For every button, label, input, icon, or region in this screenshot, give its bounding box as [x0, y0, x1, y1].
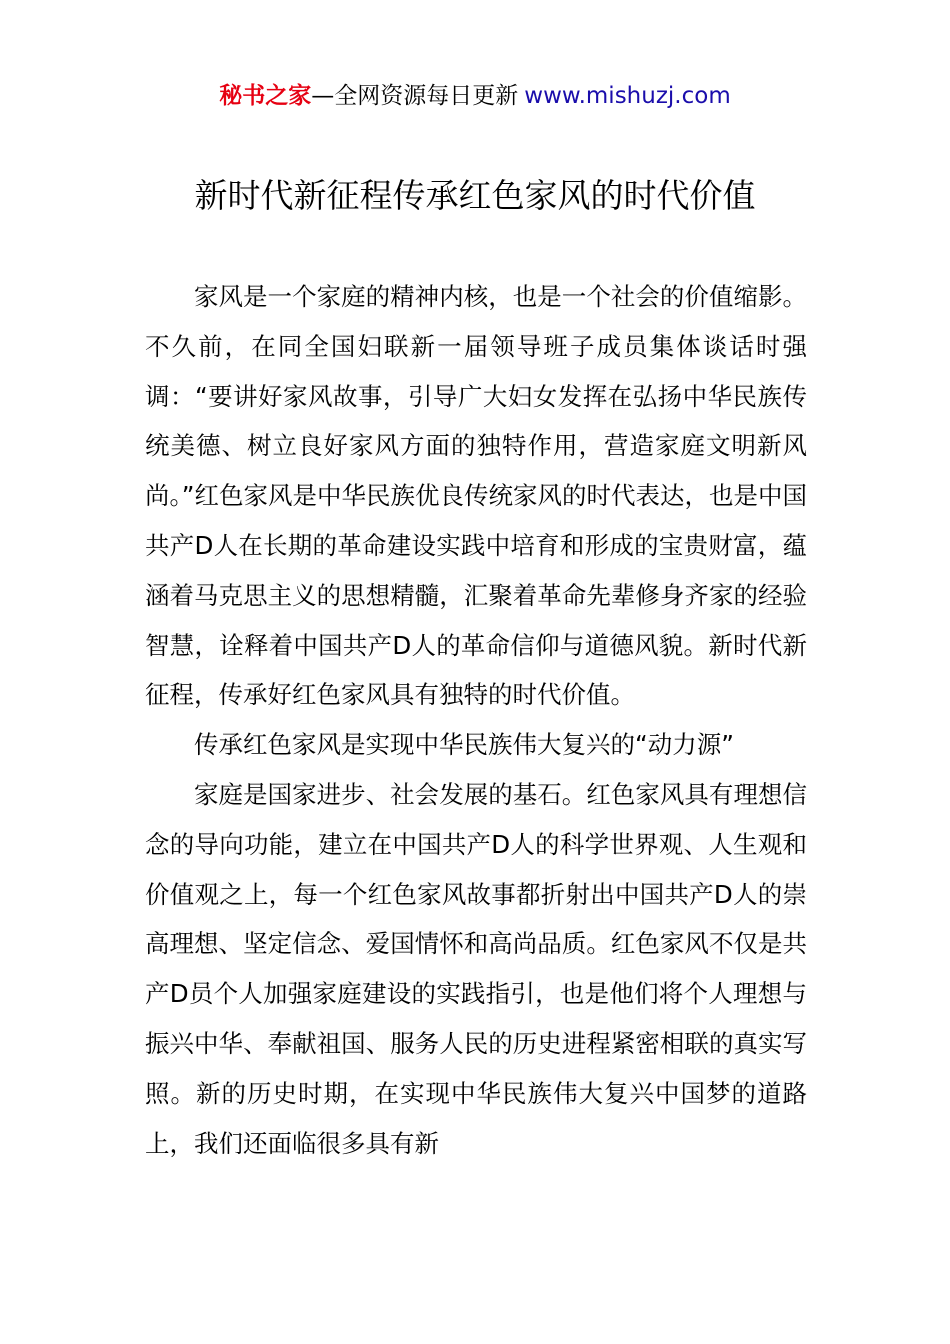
header-tagline: —全网资源每日更新: [311, 83, 519, 109]
document-body: [145, 272, 807, 1168]
document-title: 新时代新征程传承红色家风的时代价值: [194, 176, 756, 215]
brand-name: 秘书之家: [219, 83, 312, 109]
site-header: [0, 78, 950, 114]
paragraph-section-1: 家庭是国家进步、社会发展的基石。红色家风具有理想信念的导向功能，建立在中国共产D人的科学世界观、人生观和价值观之上，每一个红色家风故事都折射出中国共产D人的崇高理想、坚定信念、爱国情怀和高尚品质。红色家风不仅是共产D员个人加强家庭建设的实践指引，也是他们将个人理想与振兴中华、奉献祖国、服务人民的历史进程紧密相联的真实写照。新的历史时期，在实现中华民族伟大复兴中国梦的道路上，我们还面临很多具有新: [145, 779, 807, 1158]
site-url-link[interactable]: www.mishuzj.com: [524, 83, 731, 109]
section-heading: 传承红色家风是实现中华民族伟大复兴的“动力源”: [194, 730, 734, 760]
paragraph-intro: 家风是一个家庭的精神内核，也是一个社会的价值缩影。不久前，在同全国妇联新一届领导班子成员集体谈话时强调：“要讲好家风故事，引导广大妇女发挥在弘扬中华民族传统美德、树立良好家风方面的独特作用，营造家庭文明新风尚。”红色家风是中华民族优良传统家风的时代表达，也是中国共产D人在长期的革命建设实践中培育和形成的宝贵财富，蕴涵着马克思主义的思想精髓，汇聚着革命先辈修身齐家的经验智慧，诠释着中国共产D人的革命信仰与道德风貌。新时代新征程，传承好红色家风具有独特的时代价值。: [145, 282, 807, 710]
